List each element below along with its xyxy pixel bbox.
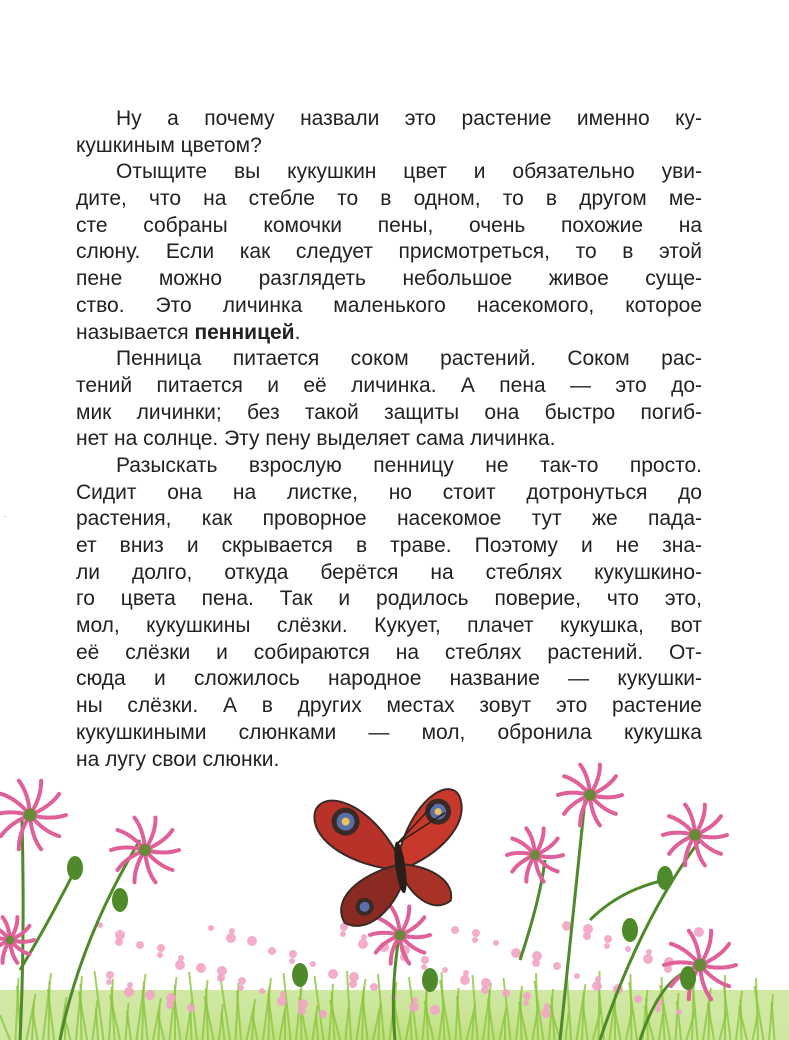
blossom bbox=[412, 997, 418, 1003]
flower-center bbox=[395, 930, 406, 941]
blossom bbox=[277, 996, 287, 1006]
flower-center bbox=[584, 789, 596, 801]
bud bbox=[67, 856, 83, 880]
flower-center bbox=[694, 959, 707, 972]
blossom bbox=[208, 925, 214, 931]
flower-head bbox=[0, 781, 66, 849]
text-line: слюну. Если как следует присмотреться, то в этой bbox=[76, 240, 702, 264]
blossom bbox=[238, 977, 246, 985]
text-line: Сидит она на листке, но стоит дотронуться до bbox=[76, 480, 702, 504]
blossom bbox=[115, 938, 123, 946]
text-line: нет на солнце. Эту пену выделяет сама личинка. bbox=[76, 427, 556, 451]
blossom bbox=[259, 988, 265, 994]
bud bbox=[112, 888, 128, 912]
text-block bbox=[76, 106, 702, 773]
blossom bbox=[280, 991, 286, 997]
blossom bbox=[421, 964, 427, 970]
blossom bbox=[409, 1002, 419, 1012]
blossom bbox=[238, 985, 244, 991]
text-line: Разыскать взрослую пенницу не так-то просто. bbox=[116, 453, 702, 477]
text-fragment: называется bbox=[76, 320, 195, 344]
text-line bbox=[76, 320, 702, 347]
blossom bbox=[157, 952, 163, 958]
blossom bbox=[472, 929, 480, 937]
text-line: сте собраны комочки пены, очень похожие на bbox=[76, 213, 702, 237]
blossom bbox=[127, 982, 133, 988]
blossom bbox=[361, 934, 367, 940]
text-line: мик личинки; без такой защиты она быстро погиб- bbox=[76, 400, 702, 424]
blossom bbox=[481, 986, 489, 994]
blossom bbox=[157, 944, 165, 952]
bud bbox=[622, 918, 638, 942]
blossom bbox=[634, 995, 642, 1003]
bud bbox=[657, 866, 673, 890]
text-line: мол, кукушкины слёзки. Кукует, плачет кукушка, вот bbox=[76, 614, 702, 638]
grass-blade bbox=[379, 1011, 380, 1040]
blossom bbox=[370, 983, 378, 991]
blossom bbox=[523, 1000, 529, 1006]
grass-blade bbox=[631, 974, 632, 1040]
meadow-illustration bbox=[0, 740, 789, 1040]
blossom bbox=[523, 992, 531, 1000]
blossom bbox=[625, 946, 631, 952]
blossom bbox=[178, 955, 184, 961]
blossom bbox=[358, 939, 368, 949]
text-line: пене можно разглядеть небольшое живое суще- bbox=[76, 267, 702, 291]
blossom bbox=[502, 989, 510, 997]
highlighted-term: пенницей bbox=[194, 320, 295, 344]
blossom bbox=[106, 979, 112, 985]
flower-head bbox=[663, 805, 727, 866]
blossom bbox=[196, 963, 206, 973]
paragraph-2 bbox=[76, 159, 702, 346]
blossom bbox=[574, 973, 580, 979]
text-line: дите, что на стебле то в одном, то в другом ме- bbox=[76, 187, 702, 211]
blossom bbox=[349, 980, 357, 988]
blossom bbox=[340, 931, 346, 937]
blossom bbox=[472, 937, 478, 943]
blossom bbox=[175, 960, 185, 970]
blossom bbox=[166, 1001, 174, 1009]
blossom bbox=[460, 975, 470, 985]
flower-center bbox=[689, 829, 701, 841]
flower-center bbox=[530, 850, 540, 860]
blossom bbox=[226, 933, 236, 943]
paragraph-4 bbox=[76, 453, 702, 773]
text-line: кушкиным цветом? bbox=[76, 133, 262, 157]
blossom bbox=[217, 974, 225, 982]
blossom bbox=[532, 959, 540, 967]
bud bbox=[422, 968, 438, 992]
blossom bbox=[145, 990, 155, 1000]
blossom bbox=[229, 928, 235, 934]
blossom bbox=[643, 954, 653, 964]
flower-head bbox=[558, 765, 622, 826]
text-line: го цвета пена. Так и родилось поверие, что это, bbox=[76, 587, 702, 611]
text-line: ли долго, откуда берётся на стеблях кукушкино- bbox=[76, 560, 702, 584]
text-line: тений питается и её личинка. А пена — это до- bbox=[76, 373, 702, 397]
text-line: растения, как проворное насекомое тут же пада- bbox=[76, 507, 702, 531]
blossom bbox=[676, 1009, 682, 1015]
blossom bbox=[694, 927, 704, 937]
blossom bbox=[289, 950, 297, 958]
blossom bbox=[268, 947, 276, 955]
flower-center bbox=[6, 936, 15, 945]
blossom bbox=[289, 958, 295, 964]
text-line: сюда и сложилось народное название — кукушки- bbox=[76, 667, 702, 691]
blossom bbox=[421, 956, 429, 964]
flower-center bbox=[139, 844, 151, 856]
blossom bbox=[655, 1006, 661, 1012]
text-line: Пенница питается соком растений. Соком рас- bbox=[116, 347, 702, 371]
blossom bbox=[319, 1010, 327, 1018]
text-line: кукушкиными слюнками — мол, обронила кукушка bbox=[76, 720, 702, 744]
blossom bbox=[604, 935, 612, 943]
peacock-butterfly bbox=[312, 783, 476, 930]
text-line: её слёзки и собираются на стеблях растений. От- bbox=[76, 640, 702, 664]
blossom bbox=[310, 961, 316, 967]
blossom bbox=[328, 969, 338, 979]
blossom bbox=[124, 987, 134, 997]
flower-head bbox=[0, 917, 34, 963]
flower-head bbox=[507, 828, 563, 881]
blossom bbox=[451, 926, 459, 934]
text-line: ство. Это личинка маленького насекомого, которое bbox=[76, 293, 702, 317]
blossom bbox=[583, 932, 591, 940]
blossom bbox=[544, 1003, 550, 1009]
blossom bbox=[187, 1004, 195, 1012]
blossom bbox=[442, 967, 448, 973]
blossom bbox=[106, 971, 114, 979]
blossom bbox=[463, 970, 469, 976]
blossom bbox=[592, 981, 602, 991]
blossom bbox=[646, 949, 652, 955]
text-line: ет вниз и скрывается в траве. Поэтому и не зна- bbox=[76, 534, 702, 557]
blossom bbox=[247, 936, 257, 946]
page-edge-mark: · bbox=[4, 512, 7, 521]
text-line: Отыщите вы кукушкин цвет и обязательно уви- bbox=[116, 160, 702, 184]
blossom bbox=[541, 1008, 551, 1018]
blossom bbox=[553, 962, 561, 970]
blossom bbox=[430, 1005, 440, 1015]
paragraph-3 bbox=[76, 346, 702, 453]
grass-blade bbox=[411, 1014, 412, 1040]
blossom bbox=[595, 976, 601, 982]
blossom bbox=[511, 948, 521, 958]
blossom bbox=[136, 941, 144, 949]
grass-blade bbox=[489, 991, 490, 1040]
grass-blade bbox=[191, 1009, 192, 1040]
blossom bbox=[298, 1007, 306, 1015]
text-fragment: . bbox=[294, 320, 301, 344]
bud bbox=[680, 966, 696, 990]
stem bbox=[20, 820, 23, 1040]
text-line: ны слёзки. А в других местах зовут это растение bbox=[76, 694, 702, 718]
bud bbox=[292, 963, 308, 987]
text-line: Ну а почему назвали это растение именно ку- bbox=[116, 107, 702, 130]
blossom bbox=[604, 943, 610, 949]
blossom bbox=[493, 940, 499, 946]
text-line: на лугу свои слюнки. bbox=[76, 747, 280, 771]
flower-center bbox=[24, 809, 37, 822]
paragraph-1 bbox=[76, 106, 702, 159]
